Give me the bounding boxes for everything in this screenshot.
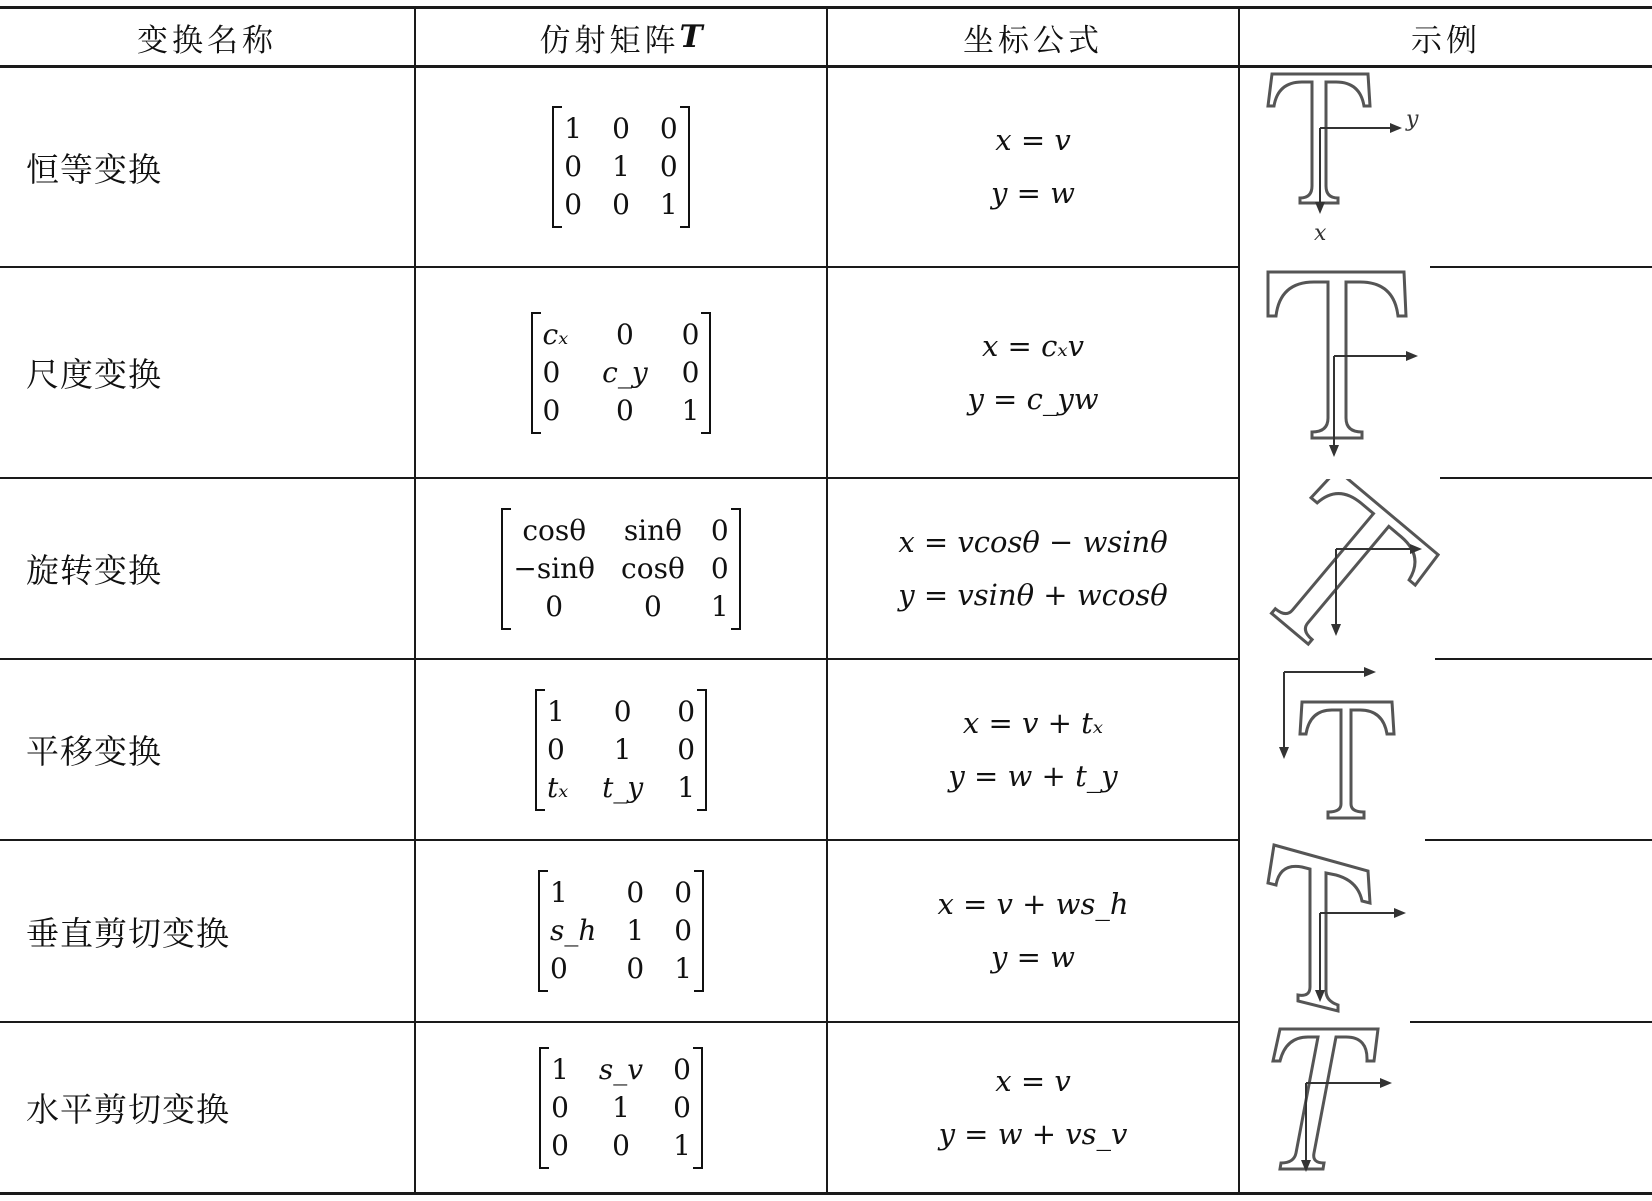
matrix-element: 0 (613, 694, 632, 728)
matrix-element: 1 (673, 1128, 691, 1162)
matrix-element: tₓ (546, 770, 569, 804)
example-cell (1240, 1023, 1652, 1192)
matrix-element: 0 (545, 589, 564, 623)
header-matrix-symbol: T (679, 19, 703, 55)
matrix-element: 0 (546, 732, 565, 766)
matrix-element: 1 (710, 589, 729, 623)
matrix-element: cₓ (542, 317, 569, 351)
matrix-element: 0 (681, 317, 700, 351)
formula-x: x = v (995, 123, 1071, 157)
header-matrix-text: 仿射矩阵 (539, 22, 680, 59)
matrix-element: s_h (549, 914, 597, 947)
matrix-element: sinθ (623, 513, 683, 547)
matrix-element: 0 (710, 551, 729, 585)
matrix-element: s_v (598, 1052, 644, 1086)
matrix (545, 1051, 697, 1165)
matrix-element: 0 (710, 513, 729, 547)
example-cell (1240, 660, 1652, 839)
header-matrix (416, 9, 826, 65)
matrix (541, 693, 701, 807)
formula-cell (828, 841, 1238, 1021)
row-name-text: 恒等变换 (26, 149, 162, 189)
matrix-element: 0 (551, 1128, 569, 1162)
header-name-text: 变换名称 (137, 22, 277, 59)
header-example-text: 示例 (1411, 22, 1481, 59)
example-cell (1240, 268, 1652, 477)
translated-t-figure (1240, 660, 1440, 839)
axis-y-label: y (1406, 107, 1419, 132)
matrix-element: 1 (613, 732, 632, 766)
arrowhead-icon (1406, 351, 1418, 361)
matrix-element: 0 (564, 188, 583, 221)
matrix-element: 0 (542, 393, 561, 427)
vertical-shear-t-figure (1240, 841, 1440, 1021)
arrowhead-icon (1390, 123, 1402, 133)
formula-y: y = w (991, 940, 1075, 974)
matrix-element: 1 (677, 770, 696, 804)
matrix-element: 0 (644, 589, 662, 623)
row-name-text: 尺度变换 (26, 355, 162, 394)
formula-cell (828, 268, 1238, 477)
matrix-element: c_y (602, 355, 648, 389)
matrix-element: 0 (673, 1090, 691, 1124)
matrix-element: 0 (626, 876, 645, 909)
matrix-element: 1 (681, 393, 700, 427)
matrix-element: 0 (677, 732, 696, 766)
matrix-element: 1 (546, 694, 565, 728)
matrix-cell (416, 479, 826, 658)
matrix-element: t_y (602, 770, 644, 804)
matrix-element: 1 (551, 1052, 569, 1086)
arrowhead-icon (1315, 202, 1325, 214)
row-name (0, 479, 440, 658)
matrix-element: 0 (615, 393, 634, 427)
formula-y: y = w (991, 176, 1075, 210)
header-example (1240, 9, 1652, 65)
matrix (507, 512, 734, 626)
matrix-element: 0 (542, 355, 561, 389)
horizontal-shear-t-figure (1240, 1023, 1440, 1192)
formula-cell (828, 660, 1238, 839)
row-name (0, 68, 440, 266)
matrix-cell (416, 660, 826, 839)
formula-y: y = c_yw (967, 381, 1099, 416)
arrowhead-icon (1331, 624, 1341, 636)
matrix-element: 0 (551, 1090, 569, 1124)
matrix-element: 0 (659, 112, 678, 145)
matrix (544, 874, 698, 988)
formula-cell (828, 479, 1238, 658)
example-cell (1240, 841, 1652, 1021)
formula-x: x = v + ws_h (937, 887, 1129, 921)
letter-t-outline (1273, 1029, 1378, 1169)
axis-x-label: x (1314, 221, 1327, 246)
row-name (0, 841, 440, 1021)
scaled-t-figure (1240, 268, 1440, 477)
formula-cell (828, 1023, 1238, 1192)
matrix-cell (416, 268, 826, 477)
matrix-element: 1 (612, 150, 630, 183)
rotated-t-figure (1240, 479, 1440, 658)
arrowhead-icon (1380, 1078, 1392, 1088)
matrix-cell (416, 1023, 826, 1192)
formula-y: y = w + vs_v (938, 1116, 1128, 1151)
matrix-element: 0 (626, 952, 645, 985)
matrix-element: 0 (564, 150, 583, 183)
matrix-element: 0 (674, 876, 693, 909)
formula-x: x = v + tₓ (962, 705, 1104, 740)
matrix-element: 1 (674, 952, 693, 985)
matrix-element: 0 (659, 150, 678, 183)
header-formula (828, 9, 1238, 65)
matrix (558, 110, 683, 224)
matrix-element: 0 (612, 1128, 630, 1162)
matrix-element: 1 (612, 1090, 630, 1124)
matrix-element: 0 (615, 317, 634, 351)
matrix-element: cosθ (522, 513, 587, 547)
row-name (0, 1023, 440, 1192)
arrowhead-icon (1364, 667, 1376, 677)
matrix-element: 1 (659, 188, 678, 221)
formula-x: x = vcosθ − wsinθ (898, 524, 1168, 559)
row-name-text: 垂直剪切变换 (26, 913, 230, 953)
row-name-text: 旋转变换 (26, 551, 162, 590)
matrix-element: −sinθ (513, 551, 596, 585)
letter-t-outline (1300, 702, 1394, 818)
header-formula-text: 坐标公式 (963, 22, 1103, 59)
formula-x: x = cₓv (981, 328, 1084, 363)
matrix-element: 0 (612, 188, 630, 221)
formula-y: y = vsinθ + wcosθ (898, 577, 1168, 612)
matrix-cell (416, 841, 826, 1021)
letter-t-outline (1240, 479, 1440, 658)
matrix-element: 0 (612, 112, 630, 145)
row-name-text: 平移变换 (26, 732, 162, 771)
example-cell (1240, 479, 1652, 658)
arrowhead-icon (1279, 747, 1289, 759)
matrix-element: 0 (674, 914, 693, 947)
formula-x: x = v (995, 1063, 1071, 1098)
formula-cell (828, 68, 1238, 266)
matrix-element: cosθ (621, 551, 685, 585)
header-name (0, 9, 414, 65)
arrowhead-icon (1394, 908, 1406, 918)
row-name-text: 水平剪切变换 (26, 1090, 230, 1129)
row-name (0, 268, 440, 477)
matrix-element: 1 (549, 876, 568, 909)
formula-y: y = w + t_y (948, 758, 1118, 793)
matrix-element: 0 (677, 694, 696, 728)
example-cell (1240, 68, 1652, 266)
matrix (537, 316, 706, 430)
matrix-element: 0 (673, 1052, 691, 1086)
arrowhead-icon (1329, 445, 1339, 457)
matrix-element: 0 (681, 355, 700, 389)
matrix-element: 1 (626, 914, 645, 947)
identity-t-figure (1240, 68, 1440, 266)
matrix-cell (416, 68, 826, 266)
matrix-element: 1 (564, 112, 583, 145)
row-name (0, 660, 440, 839)
matrix-element: 0 (549, 952, 568, 985)
